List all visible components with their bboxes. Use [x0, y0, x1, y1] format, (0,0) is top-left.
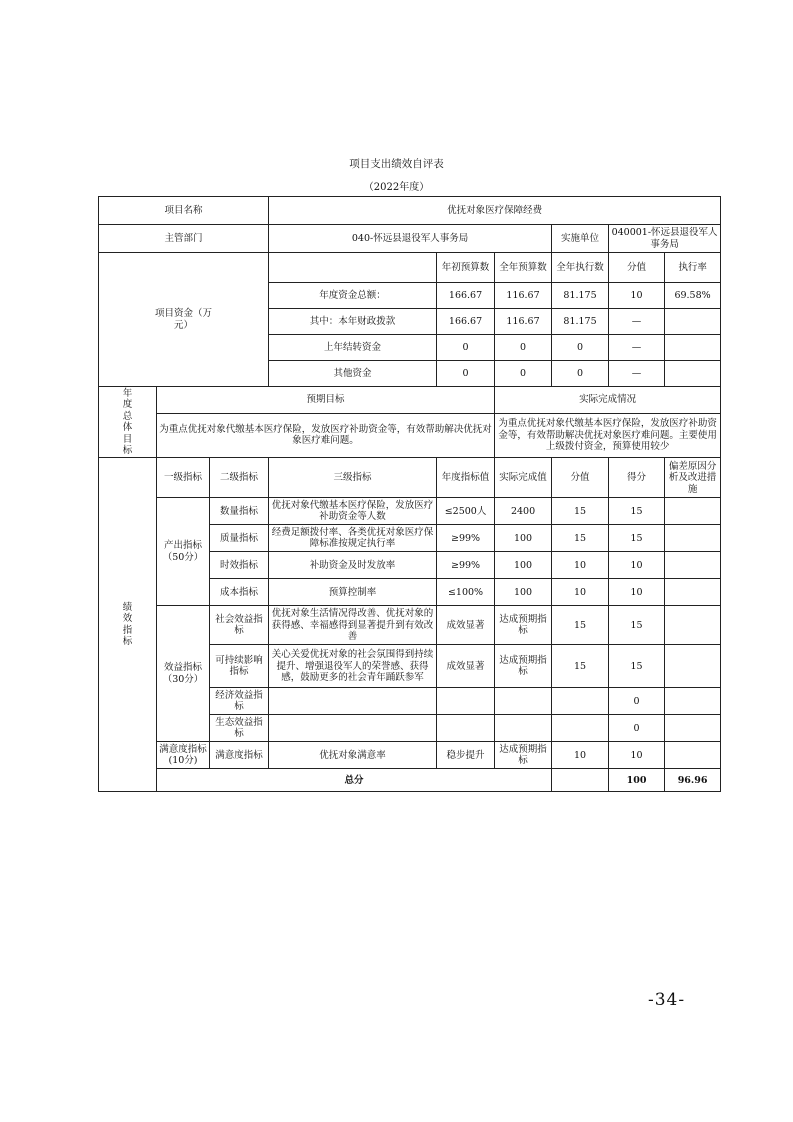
indicator-weight: 10 [552, 552, 609, 579]
indicator-score: 15 [609, 525, 665, 552]
department-row [99, 225, 721, 253]
funds-row-label: 其他资金 [269, 361, 437, 387]
indicator-target: 成效显著 [437, 645, 495, 688]
total-label: 总分 [157, 769, 552, 792]
total-score: 96.96 [665, 769, 721, 792]
indicator-target: ≥99% [437, 525, 495, 552]
satisfaction-indicator-label: 满意度指标(10分) [157, 742, 210, 769]
indicator-level2: 可持续影响指标 [210, 645, 269, 688]
indicator-reason [665, 715, 721, 742]
indicators-header-target: 年度指标值 [437, 458, 495, 498]
implementer-label: 实施单位 [552, 225, 609, 253]
indicators-header-score: 得分 [609, 458, 665, 498]
project-name-row [99, 197, 721, 225]
goals-label [99, 387, 157, 458]
indicator-level2: 经济效益指标 [210, 688, 269, 715]
indicator-target: ≤100% [437, 579, 495, 606]
indicator-score: 10 [609, 742, 665, 769]
indicator-level3: 补助资金及时发放率 [269, 552, 437, 579]
department-label: 主管部门 [99, 225, 269, 253]
goals-expected-text: 为重点优抚对象代缴基本医疗保险，发放医疗补助资金等，有效帮助解决优抚对象医疗难问题。 [157, 413, 495, 458]
indicator-score: 0 [609, 715, 665, 742]
indicator-actual: 100 [495, 525, 552, 552]
funds-col-rate: 执行率 [665, 253, 721, 283]
indicator-target: ≥99% [437, 552, 495, 579]
indicator-actual: 达成预期指标 [495, 606, 552, 645]
indicator-reason [665, 606, 721, 645]
funds-label-text: 项目资金（万元） [155, 308, 213, 331]
indicators-section-label-text: 绩效指标 [122, 602, 133, 648]
output-indicator-label-text: 产出指标（50分） [162, 540, 204, 563]
indicators-header-actual: 实际完成值 [495, 458, 552, 498]
indicator-level3: 优抚对象满意率 [269, 742, 437, 769]
indicator-level2: 时效指标 [210, 552, 269, 579]
indicators-header-reason: 偏差原因分析及改进措施 [665, 458, 721, 498]
indicator-target [437, 715, 495, 742]
funds-row-rate: 69.58% [665, 283, 721, 309]
funds-col-annual: 全年预算数 [495, 253, 552, 283]
funds-row-executed: 81.175 [552, 283, 609, 309]
implementer-value: 040001-怀远县退役军人事务局 [609, 225, 721, 253]
indicator-reason [665, 498, 721, 525]
indicator-weight: 15 [552, 525, 609, 552]
page-number: -34- [648, 990, 686, 1010]
output-indicator-label [157, 498, 210, 606]
indicator-weight [552, 688, 609, 715]
indicator-score: 10 [609, 552, 665, 579]
funds-row-annual: 0 [495, 335, 552, 361]
funds-row-label: 年度资金总额： [269, 283, 437, 309]
document-subtitle: （2022年度） [363, 182, 430, 193]
funds-label [99, 253, 269, 387]
total-actual-blank [552, 769, 609, 792]
funds-row-weight: — [609, 335, 665, 361]
indicator-target: 稳步提升 [437, 742, 495, 769]
funds-row-weight: 10 [609, 283, 665, 309]
funds-row-executed: 0 [552, 335, 609, 361]
funds-col-initial: 年初预算数 [437, 253, 495, 283]
indicator-score: 15 [609, 606, 665, 645]
indicators-header-level3: 三级指标 [269, 458, 437, 498]
funds-row-executed: 0 [552, 361, 609, 387]
indicator-score: 10 [609, 579, 665, 606]
indicators-section-label [99, 458, 157, 792]
indicator-level2: 成本指标 [210, 579, 269, 606]
indicator-actual: 达成预期指标 [495, 742, 552, 769]
goals-expected-label: 预期目标 [157, 387, 495, 414]
total-row [99, 769, 721, 792]
indicator-reason [665, 688, 721, 715]
funds-col-weight: 分值 [609, 253, 665, 283]
goals-label-text: 年度总体目标 [122, 388, 133, 456]
indicator-reason [665, 579, 721, 606]
indicators-header-weight: 分值 [552, 458, 609, 498]
indicator-level2: 数量指标 [210, 498, 269, 525]
indicator-row [99, 498, 721, 525]
funds-col-executed: 全年执行数 [552, 253, 609, 283]
indicator-actual [495, 688, 552, 715]
indicator-actual: 2400 [495, 498, 552, 525]
funds-row-weight: — [609, 361, 665, 387]
indicator-level2: 满意度指标 [210, 742, 269, 769]
funds-row-annual: 116.67 [495, 309, 552, 335]
goals-content-row [99, 413, 721, 458]
funds-row-annual: 0 [495, 361, 552, 387]
indicators-header-level1: 一级指标 [157, 458, 210, 498]
indicator-actual: 100 [495, 552, 552, 579]
effect-indicator-label [157, 606, 210, 742]
indicator-weight [552, 715, 609, 742]
indicator-level3 [269, 715, 437, 742]
indicator-actual [495, 715, 552, 742]
funds-row-executed: 81.175 [552, 309, 609, 335]
indicator-level3: 预算控制率 [269, 579, 437, 606]
indicator-target: 成效显著 [437, 606, 495, 645]
funds-row-label: 上年结转资金 [269, 335, 437, 361]
funds-row-label: 其中：本年财政拨款 [269, 309, 437, 335]
indicator-row [99, 742, 721, 769]
indicator-level3: 关心关爱优抚对象的社会氛围得到持续提升、增强退役军人的荣誉感、获得感，鼓励更多的社会青年踊跃参军 [269, 645, 437, 688]
goals-actual-text: 为重点优抚对象代缴基本医疗保险，发放医疗补助资金等，有效帮助解决优抚对象医疗难问题。主要使用上级拨付资金，预算使用较少 [495, 413, 721, 458]
indicator-score: 15 [609, 645, 665, 688]
indicator-weight: 15 [552, 498, 609, 525]
indicator-target [437, 688, 495, 715]
indicator-reason [665, 525, 721, 552]
goals-header-row [99, 387, 721, 414]
funds-row-initial: 166.67 [437, 309, 495, 335]
goals-actual-label: 实际完成情况 [495, 387, 721, 414]
funds-row-initial: 0 [437, 335, 495, 361]
indicator-reason [665, 742, 721, 769]
effect-indicator-label-text: 效益指标（30分） [162, 662, 204, 685]
document-title: 项目支出绩效自评表 [349, 158, 444, 170]
funds-row-rate [665, 309, 721, 335]
funds-header-blank [269, 253, 437, 283]
project-name-value: 优抚对象医疗保障经费 [269, 197, 721, 225]
funds-row-rate [665, 361, 721, 387]
funds-row-initial: 0 [437, 361, 495, 387]
indicator-row [99, 606, 721, 645]
indicators-header-row [99, 458, 721, 498]
indicator-reason [665, 552, 721, 579]
indicator-score: 0 [609, 688, 665, 715]
total-weight: 100 [609, 769, 665, 792]
project-name-label: 项目名称 [99, 197, 269, 225]
funds-row-annual: 116.67 [495, 283, 552, 309]
indicator-level2: 社会效益指标 [210, 606, 269, 645]
indicator-actual: 100 [495, 579, 552, 606]
indicator-reason [665, 645, 721, 688]
indicator-score: 15 [609, 498, 665, 525]
indicator-weight: 15 [552, 645, 609, 688]
performance-evaluation-table [98, 196, 721, 792]
funds-row-weight: — [609, 309, 665, 335]
indicator-level3: 优抚对象生活情况得改善、优抚对象的获得感、幸福感得到显著提升到有效改善 [269, 606, 437, 645]
indicator-actual: 达成预期指标 [495, 645, 552, 688]
indicators-header-level2: 二级指标 [210, 458, 269, 498]
funds-row-rate [665, 335, 721, 361]
funds-row-initial: 166.67 [437, 283, 495, 309]
indicator-level2: 生态效益指标 [210, 715, 269, 742]
indicator-level3 [269, 688, 437, 715]
department-value: 040-怀远县退役军人事务局 [269, 225, 552, 253]
indicator-weight: 15 [552, 606, 609, 645]
indicator-level2: 质量指标 [210, 525, 269, 552]
indicator-level3: 经费足额拨付率、各类优抚对象医疗保障标准按规定执行率 [269, 525, 437, 552]
indicator-weight: 10 [552, 742, 609, 769]
indicator-target: ≤2500人 [437, 498, 495, 525]
funds-header-row [99, 253, 721, 283]
indicator-weight: 10 [552, 579, 609, 606]
indicator-level3: 优抚对象代缴基本医疗保险，发放医疗补助资金等人数 [269, 498, 437, 525]
